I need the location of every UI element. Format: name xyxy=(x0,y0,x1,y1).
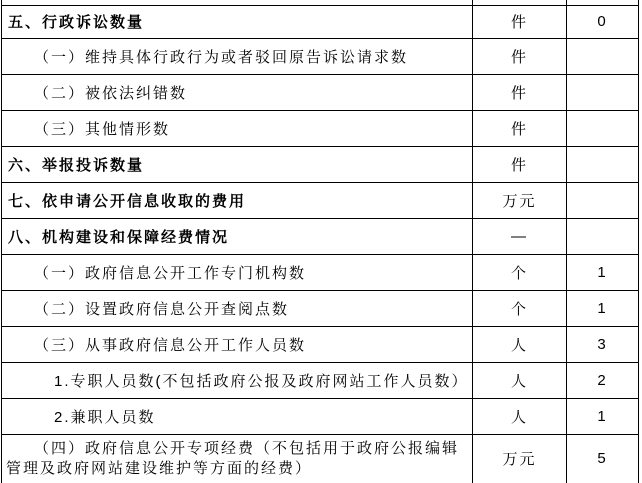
table-row xyxy=(2,434,639,483)
row-label: （三）从事政府信息公开工作人员数 xyxy=(2,326,473,362)
row-label: 2.兼职人员数 xyxy=(2,398,473,434)
row-label: 五、行政诉讼数量 xyxy=(2,5,473,38)
row-value: 2 xyxy=(567,362,639,398)
row-unit: 人 xyxy=(473,326,567,362)
row-unit: 个 xyxy=(473,290,567,326)
row-unit: 万元 xyxy=(473,182,567,218)
row-value xyxy=(567,146,639,182)
table-row xyxy=(2,254,639,290)
row-unit: 件 xyxy=(473,38,567,74)
row-unit: 人 xyxy=(473,362,567,398)
table-row xyxy=(2,5,639,38)
row-label: 1.专职人员数(不包括政府公报及政府网站工作人员数） xyxy=(2,362,473,398)
row-value xyxy=(567,110,639,146)
table-row xyxy=(2,218,639,254)
row-value: 0 xyxy=(567,5,639,38)
row-value: 1 xyxy=(567,254,639,290)
row-label: 八、机构建设和保障经费情况 xyxy=(2,218,473,254)
row-label: （二）设置政府信息公开查阅点数 xyxy=(2,290,473,326)
table-row xyxy=(2,398,639,434)
table-row xyxy=(2,326,639,362)
row-value xyxy=(567,38,639,74)
row-unit: 件 xyxy=(473,5,567,38)
row-unit: 件 xyxy=(473,110,567,146)
table-row xyxy=(2,146,639,182)
row-unit: 个 xyxy=(473,254,567,290)
row-label: （四）政府信息公开专项经费（不包括用于政府公报编辑管理及政府网站建设维护等方面的经费） xyxy=(2,434,473,483)
table-row xyxy=(2,74,639,110)
row-value xyxy=(567,74,639,110)
row-unit: 万元 xyxy=(473,434,567,483)
table-row xyxy=(2,290,639,326)
table-row xyxy=(2,110,639,146)
row-label: （二）被依法纠错数 xyxy=(2,74,473,110)
row-unit: 人 xyxy=(473,398,567,434)
row-value: 1 xyxy=(567,290,639,326)
row-value: 3 xyxy=(567,326,639,362)
row-label: （一）维持具体行政行为或者驳回原告诉讼请求数 xyxy=(2,38,473,74)
row-label: （三）其他情形数 xyxy=(2,110,473,146)
row-label: 七、依申请公开信息收取的费用 xyxy=(2,182,473,218)
table-row xyxy=(2,362,639,398)
row-unit: 件 xyxy=(473,74,567,110)
table-row xyxy=(2,38,639,74)
row-value: 1 xyxy=(567,398,639,434)
table-row xyxy=(2,182,639,218)
row-value xyxy=(567,218,639,254)
row-label: （一）政府信息公开工作专门机构数 xyxy=(2,254,473,290)
row-unit: — xyxy=(473,218,567,254)
row-value: 5 xyxy=(567,434,639,483)
row-unit: 件 xyxy=(473,146,567,182)
row-label: 六、举报投诉数量 xyxy=(2,146,473,182)
row-value xyxy=(567,182,639,218)
statistics-table xyxy=(1,0,639,483)
